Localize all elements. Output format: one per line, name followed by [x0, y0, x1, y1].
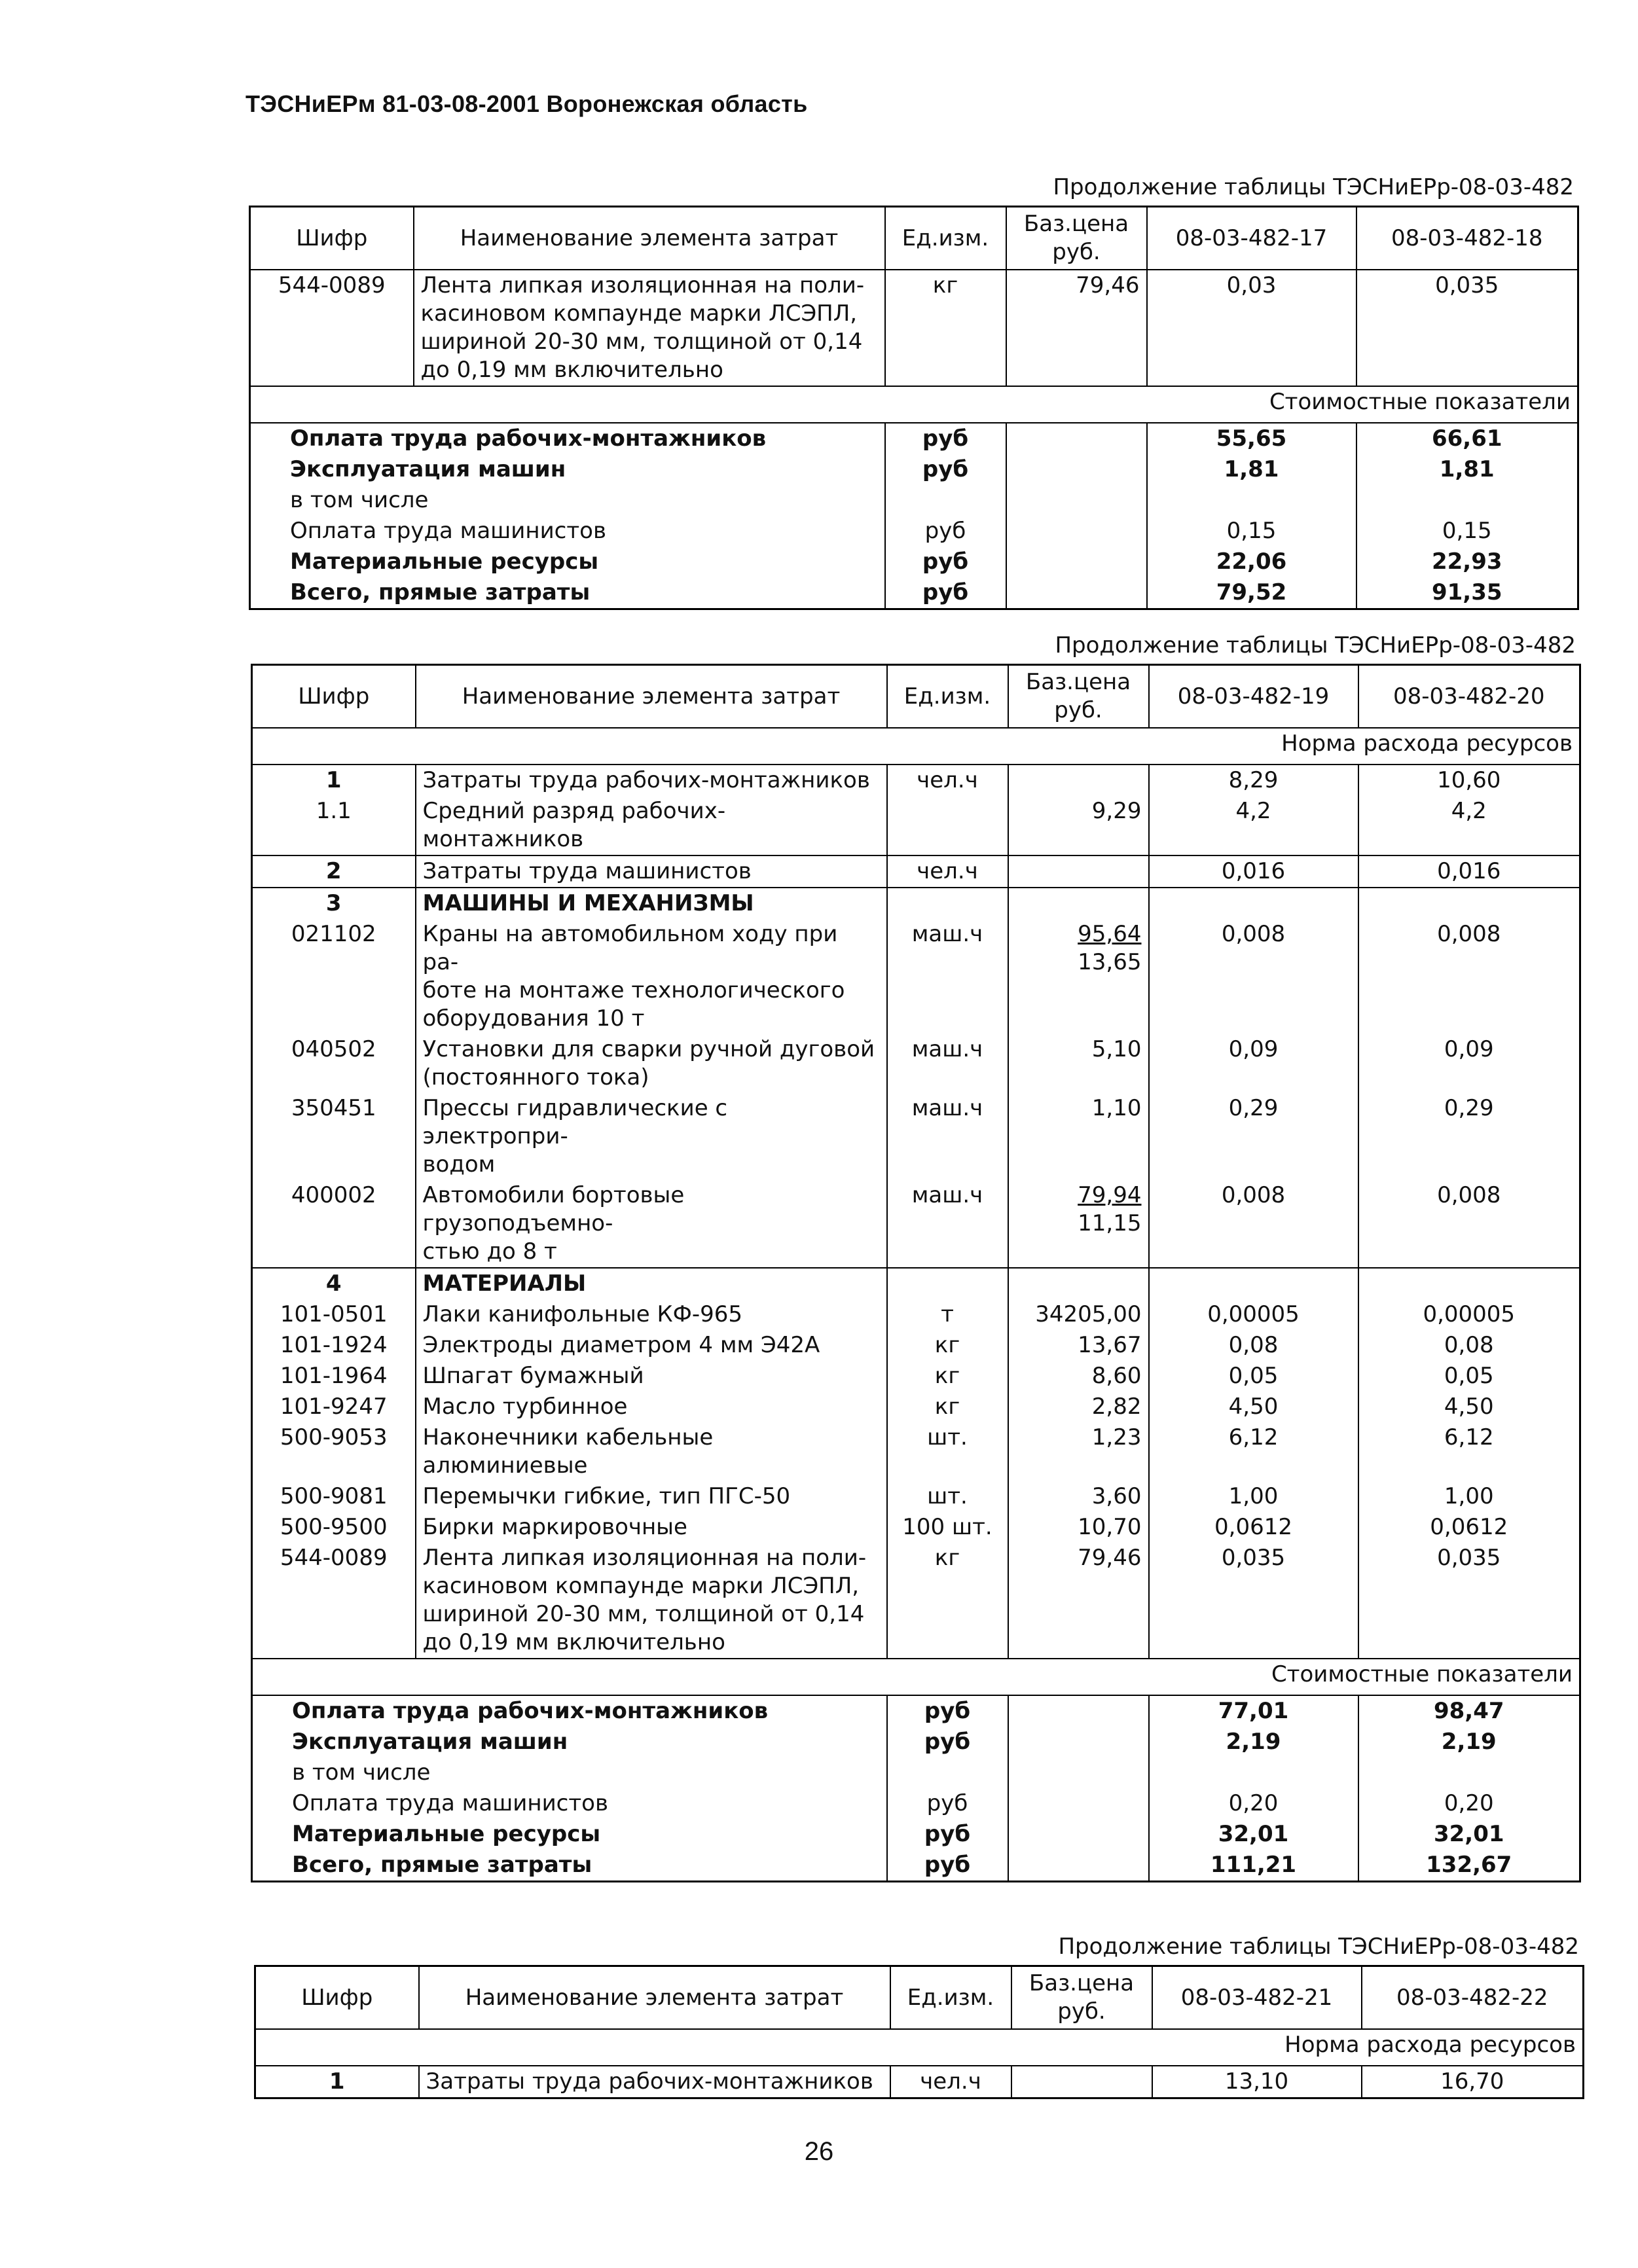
row-base-price — [1008, 765, 1149, 796]
table-row — [250, 270, 1578, 386]
base-price-secondary: 11,15 — [1078, 1210, 1142, 1236]
row-code: 101-1964 — [280, 1363, 388, 1389]
cost-unit: руб — [887, 1788, 1008, 1819]
row-code: 2 — [252, 855, 416, 888]
cost-base-price — [1006, 454, 1147, 485]
row-value-b: 0,00005 — [1358, 1299, 1580, 1330]
row-base-price — [1006, 270, 1147, 386]
cost-base-price — [1008, 1757, 1149, 1788]
row-base-price — [1008, 1392, 1149, 1422]
row-value-a — [1149, 1268, 1358, 1299]
base-price-value: 5,10 — [1091, 1036, 1142, 1062]
row-code: 1 — [325, 767, 342, 793]
cost-value-a: 0,15 — [1147, 516, 1356, 547]
row-value-a: 0,00005 — [1149, 1299, 1358, 1330]
cost-label: Материальные ресурсы — [292, 1821, 601, 1847]
row-code: 101-0501 — [280, 1301, 388, 1327]
cost-row — [250, 577, 1578, 609]
row-value-a — [1149, 888, 1358, 919]
cost-label: Оплата труда рабочих-монтажников — [290, 425, 767, 452]
cost-unit: руб — [887, 1850, 1008, 1882]
table-row — [252, 1361, 1580, 1392]
header-unit: Ед.изм. — [885, 207, 1006, 270]
table-row — [252, 1392, 1580, 1422]
cost-unit: руб — [887, 1695, 1008, 1727]
resource-table — [251, 664, 1581, 1882]
header-col-b: 08-03-482-20 — [1358, 665, 1580, 729]
row-unit: маш.ч — [887, 919, 1008, 1034]
cost-value-b: 2,19 — [1358, 1727, 1580, 1757]
table-row — [252, 1093, 1580, 1180]
row-unit: шт. — [887, 1422, 1008, 1481]
row-code: 544-0089 — [278, 272, 386, 298]
row-unit — [887, 796, 1008, 855]
document-header: ТЭСНиЕРм 81-03-08-2001 Воронежская область — [246, 90, 808, 117]
row-unit: маш.ч — [887, 1180, 1008, 1268]
table-section-3 — [254, 1928, 1584, 2099]
row-unit: чел.ч — [887, 765, 1008, 796]
table-row — [252, 1180, 1580, 1268]
row-value-b: 0,035 — [1358, 1543, 1580, 1659]
cost-unit — [885, 485, 1006, 516]
row-name: МАШИНЫ И МЕХАНИЗМЫ — [416, 888, 887, 919]
table-row — [252, 765, 1580, 796]
cost-label: Материальные ресурсы — [290, 549, 599, 575]
row-name: Автомобили бортовые грузоподъемно- стью до 8 т — [416, 1180, 887, 1268]
row-value-a: 0,016 — [1149, 855, 1358, 888]
row-value-a: 0,03 — [1147, 270, 1356, 386]
table-row — [252, 888, 1580, 919]
header-base-price: Баз.цена руб. — [1011, 1966, 1152, 2030]
cost-base-price — [1006, 547, 1147, 577]
cost-value-a: 77,01 — [1149, 1695, 1358, 1727]
cost-value-a — [1149, 1757, 1358, 1788]
row-base-price — [1008, 1034, 1149, 1093]
row-unit — [887, 888, 1008, 919]
base-price-value: 10,70 — [1078, 1514, 1142, 1540]
row-unit: т — [887, 1299, 1008, 1330]
row-value-a: 6,12 — [1149, 1422, 1358, 1481]
row-code: 040502 — [291, 1036, 376, 1062]
row-code: 500-9053 — [280, 1424, 388, 1450]
row-base-price — [1008, 1481, 1149, 1512]
base-price-value: 1,23 — [1091, 1424, 1142, 1450]
table-row — [252, 1422, 1580, 1481]
row-unit: чел.ч — [887, 855, 1008, 888]
header-name: Наименование элемента затрат — [414, 207, 885, 270]
row-name: Затраты труда машинистов — [416, 855, 887, 888]
cost-label: Оплата труда машинистов — [290, 518, 607, 544]
header-col-b: 08-03-482-22 — [1362, 1966, 1584, 2030]
cost-label: Оплата труда рабочих-монтажников — [292, 1698, 769, 1724]
row-value-b: 0,035 — [1356, 270, 1578, 386]
cost-value-b: 91,35 — [1356, 577, 1578, 609]
base-price-value: 2,82 — [1091, 1394, 1142, 1420]
base-price-value: 9,29 — [1091, 798, 1142, 824]
cost-label: в том числе — [292, 1759, 431, 1786]
header-row — [255, 1966, 1584, 2030]
row-unit: маш.ч — [887, 1034, 1008, 1093]
base-price-value: 79,94 — [1078, 1182, 1142, 1208]
row-base-price — [1008, 1512, 1149, 1543]
table-row — [255, 2066, 1584, 2098]
cost-base-price — [1008, 1819, 1149, 1850]
cost-row — [252, 1727, 1580, 1757]
base-price-value: 79,46 — [1078, 1545, 1142, 1571]
cost-label: Эксплуатация машин — [292, 1729, 568, 1755]
row-unit: 100 шт. — [887, 1512, 1008, 1543]
cost-row — [252, 1695, 1580, 1727]
resource-table — [249, 206, 1579, 610]
cost-caption: Стоимостные показатели — [252, 1659, 1580, 1695]
base-price-value: 3,60 — [1091, 1483, 1142, 1509]
cost-value-a: 79,52 — [1147, 577, 1356, 609]
row-unit: кг — [887, 1361, 1008, 1392]
table-row — [252, 1481, 1580, 1512]
row-code: 400002 — [291, 1182, 376, 1208]
header-row — [252, 665, 1580, 729]
cost-value-b: 66,61 — [1356, 423, 1578, 454]
cost-value-a: 2,19 — [1149, 1727, 1358, 1757]
cost-value-a: 0,20 — [1149, 1788, 1358, 1819]
page-number: 26 — [804, 2137, 834, 2166]
cost-value-b: 1,81 — [1356, 454, 1578, 485]
row-value-b: 0,0612 — [1358, 1512, 1580, 1543]
row-base-price — [1011, 2066, 1152, 2098]
cost-unit: руб — [885, 423, 1006, 454]
cost-row — [252, 1819, 1580, 1850]
row-value-a: 0,008 — [1149, 919, 1358, 1034]
row-name: Электроды диаметром 4 мм Э42А — [416, 1330, 887, 1361]
cost-value-a: 22,06 — [1147, 547, 1356, 577]
row-value-a: 8,29 — [1149, 765, 1358, 796]
row-unit: чел.ч — [890, 2066, 1011, 2098]
cost-value-a: 55,65 — [1147, 423, 1356, 454]
cost-value-b: 132,67 — [1358, 1850, 1580, 1882]
row-base-price — [1008, 855, 1149, 888]
base-price-secondary: 13,65 — [1078, 949, 1142, 975]
cost-band — [252, 1659, 1580, 1695]
row-code: 544-0089 — [280, 1545, 388, 1571]
cost-row — [250, 454, 1578, 485]
cost-value-a: 111,21 — [1149, 1850, 1358, 1882]
row-value-a: 0,08 — [1149, 1330, 1358, 1361]
row-value-b: 1,00 — [1358, 1481, 1580, 1512]
table-row — [252, 1034, 1580, 1093]
header-col-a: 08-03-482-17 — [1147, 207, 1356, 270]
table-row — [252, 1512, 1580, 1543]
row-unit: кг — [887, 1543, 1008, 1659]
cost-unit: руб — [887, 1819, 1008, 1850]
cost-value-a — [1147, 485, 1356, 516]
header-name: Наименование элемента затрат — [416, 665, 887, 729]
row-unit: кг — [887, 1330, 1008, 1361]
cost-label: Оплата труда машинистов — [292, 1790, 609, 1816]
cost-value-b: 0,15 — [1356, 516, 1578, 547]
cost-value-a: 32,01 — [1149, 1819, 1358, 1850]
row-code: 3 — [252, 888, 416, 919]
row-base-price — [1008, 1268, 1149, 1299]
header-col-b: 08-03-482-18 — [1356, 207, 1578, 270]
header-code: Шифр — [252, 665, 416, 729]
row-unit: маш.ч — [887, 1093, 1008, 1180]
header-code: Шифр — [250, 207, 414, 270]
table-section-2 — [251, 627, 1581, 1882]
cost-value-b: 0,20 — [1358, 1788, 1580, 1819]
cost-unit: руб — [885, 516, 1006, 547]
header-base-price: Баз.цена руб. — [1006, 207, 1147, 270]
row-name: Масло турбинное — [416, 1392, 887, 1422]
row-value-b: 10,60 — [1358, 765, 1580, 796]
row-unit: кг — [887, 1392, 1008, 1422]
row-name: Наконечники кабельные алюминиевые — [416, 1422, 887, 1481]
norm-caption: Норма расхода ресурсов — [255, 2029, 1584, 2066]
row-base-price — [1008, 1422, 1149, 1481]
row-value-a: 0,05 — [1149, 1361, 1358, 1392]
row-code: 500-9081 — [280, 1483, 388, 1509]
norm-band — [252, 728, 1580, 765]
table-row — [252, 1543, 1580, 1659]
row-name: Лента липкая изоляционная на поли- касиновом компаунде марки ЛСЭПЛ, шириной 20-30 мм, толщиной от 0,14 до 0,19 мм включительно — [416, 1543, 887, 1659]
cost-label: Эксплуатация машин — [290, 456, 566, 482]
row-value-a: 1,00 — [1149, 1481, 1358, 1512]
cost-value-b — [1356, 485, 1578, 516]
table-caption: Продолжение таблицы ТЭСНиЕРр-08-03-482 — [1053, 174, 1574, 200]
row-value-a: 4,50 — [1149, 1392, 1358, 1422]
row-name: Прессы гидравлические с электропри- водом — [416, 1093, 887, 1180]
row-unit: шт. — [887, 1481, 1008, 1512]
cost-base-price — [1008, 1727, 1149, 1757]
header-unit: Ед.изм. — [890, 1966, 1011, 2030]
cost-band — [250, 386, 1578, 423]
cost-base-price — [1006, 485, 1147, 516]
row-value-b — [1358, 1268, 1580, 1299]
table-section-1 — [249, 169, 1579, 610]
row-base-price — [1008, 1361, 1149, 1392]
cost-row — [252, 1757, 1580, 1788]
row-value-b — [1358, 888, 1580, 919]
row-name: Установки для сварки ручной дуговой (постоянного тока) — [416, 1034, 887, 1093]
base-price-value: 79,46 — [1076, 272, 1140, 298]
row-value-b: 4,2 — [1358, 796, 1580, 855]
row-name: Затраты труда рабочих-монтажников — [416, 765, 887, 796]
cost-row — [252, 1850, 1580, 1882]
table-row — [252, 855, 1580, 888]
cost-value-b: 22,93 — [1356, 547, 1578, 577]
cost-unit: руб — [885, 454, 1006, 485]
cost-value-a: 1,81 — [1147, 454, 1356, 485]
table-row — [252, 1299, 1580, 1330]
row-unit — [887, 1268, 1008, 1299]
row-base-price — [1008, 796, 1149, 855]
row-name: Лента липкая изоляционная на поли- касиновом компаунде марки ЛСЭПЛ, шириной 20-30 мм, толщиной от 0,14 до 0,19 мм включительно — [414, 270, 885, 386]
row-code: 1.1 — [316, 798, 352, 824]
row-value-a: 0,09 — [1149, 1034, 1358, 1093]
row-value-a: 4,2 — [1149, 796, 1358, 855]
cost-label: Всего, прямые затраты — [292, 1852, 592, 1878]
row-base-price — [1008, 919, 1149, 1034]
row-code: 4 — [252, 1268, 416, 1299]
row-value-b: 0,08 — [1358, 1330, 1580, 1361]
table-row — [252, 919, 1580, 1034]
cost-base-price — [1006, 423, 1147, 454]
header-name: Наименование элемента затрат — [419, 1966, 890, 2030]
cost-base-price — [1006, 516, 1147, 547]
cost-unit: руб — [885, 547, 1006, 577]
row-code: 101-9247 — [280, 1394, 388, 1420]
row-name: Шпагат бумажный — [416, 1361, 887, 1392]
row-code: 101-1924 — [280, 1332, 388, 1358]
row-name: Средний разряд рабочих-монтажников — [416, 796, 887, 855]
row-value-a: 13,10 — [1152, 2066, 1362, 2098]
cost-base-price — [1006, 577, 1147, 609]
base-price-value: 1,10 — [1091, 1095, 1142, 1121]
base-price-value: 8,60 — [1091, 1363, 1142, 1389]
cost-base-price — [1008, 1695, 1149, 1727]
cost-value-b: 32,01 — [1358, 1819, 1580, 1850]
cost-base-price — [1008, 1788, 1149, 1819]
row-unit: кг — [885, 270, 1006, 386]
header-unit: Ед.изм. — [887, 665, 1008, 729]
cost-value-b — [1358, 1757, 1580, 1788]
row-value-b: 0,29 — [1358, 1093, 1580, 1180]
table-caption: Продолжение таблицы ТЭСНиЕРр-08-03-482 — [1055, 632, 1576, 658]
row-value-b: 0,008 — [1358, 919, 1580, 1034]
row-base-price — [1008, 1180, 1149, 1268]
row-value-a: 0,0612 — [1149, 1512, 1358, 1543]
cost-value-b: 98,47 — [1358, 1695, 1580, 1727]
base-price-value: 34205,00 — [1035, 1301, 1142, 1327]
row-value-a: 0,035 — [1149, 1543, 1358, 1659]
row-name: Затраты труда рабочих-монтажников — [419, 2066, 890, 2098]
row-value-b: 0,008 — [1358, 1180, 1580, 1268]
row-value-a: 0,29 — [1149, 1093, 1358, 1180]
resource-table — [254, 1965, 1584, 2099]
row-name: Перемычки гибкие, тип ПГС-50 — [416, 1481, 887, 1512]
cost-row — [250, 485, 1578, 516]
cost-unit: руб — [885, 577, 1006, 609]
row-code: 500-9500 — [280, 1514, 388, 1540]
header-col-a: 08-03-482-19 — [1149, 665, 1358, 729]
row-value-b: 6,12 — [1358, 1422, 1580, 1481]
cost-unit — [887, 1757, 1008, 1788]
row-code: 021102 — [291, 921, 376, 947]
header-row — [250, 207, 1578, 270]
row-value-a: 0,008 — [1149, 1180, 1358, 1268]
cost-row — [250, 547, 1578, 577]
cost-row — [250, 423, 1578, 454]
row-name: Лаки канифольные КФ-965 — [416, 1299, 887, 1330]
cost-caption: Стоимостные показатели — [250, 386, 1578, 423]
cost-label: в том числе — [290, 487, 429, 513]
cost-row — [252, 1788, 1580, 1819]
norm-band — [255, 2029, 1584, 2066]
base-price-value: 13,67 — [1078, 1332, 1142, 1358]
row-name: МАТЕРИАЛЫ — [416, 1268, 887, 1299]
row-name: Краны на автомобильном ходу при ра- боте на монтаже технологического оборудования 10 т — [416, 919, 887, 1034]
row-base-price — [1008, 1299, 1149, 1330]
row-code: 1 — [329, 2068, 345, 2095]
cost-label: Всего, прямые затраты — [290, 579, 591, 605]
row-base-price — [1008, 888, 1149, 919]
header-code: Шифр — [255, 1966, 419, 2030]
row-code: 350451 — [291, 1095, 376, 1121]
row-value-b: 0,016 — [1358, 855, 1580, 888]
row-value-b: 4,50 — [1358, 1392, 1580, 1422]
row-base-price — [1008, 1093, 1149, 1180]
header-col-a: 08-03-482-21 — [1152, 1966, 1362, 2030]
row-base-price — [1008, 1543, 1149, 1659]
norm-caption: Норма расхода ресурсов — [252, 728, 1580, 765]
row-value-b: 0,09 — [1358, 1034, 1580, 1093]
table-row — [252, 1330, 1580, 1361]
table-caption: Продолжение таблицы ТЭСНиЕРр-08-03-482 — [1058, 1934, 1579, 1960]
base-price-value: 95,64 — [1078, 921, 1142, 947]
row-name: Бирки маркировочные — [416, 1512, 887, 1543]
header-base-price: Баз.цена руб. — [1008, 665, 1149, 729]
table-row — [252, 796, 1580, 855]
cost-row — [250, 516, 1578, 547]
row-base-price — [1008, 1330, 1149, 1361]
row-value-b: 16,70 — [1362, 2066, 1584, 2098]
cost-unit: руб — [887, 1727, 1008, 1757]
row-value-b: 0,05 — [1358, 1361, 1580, 1392]
cost-base-price — [1008, 1850, 1149, 1882]
table-row — [252, 1268, 1580, 1299]
